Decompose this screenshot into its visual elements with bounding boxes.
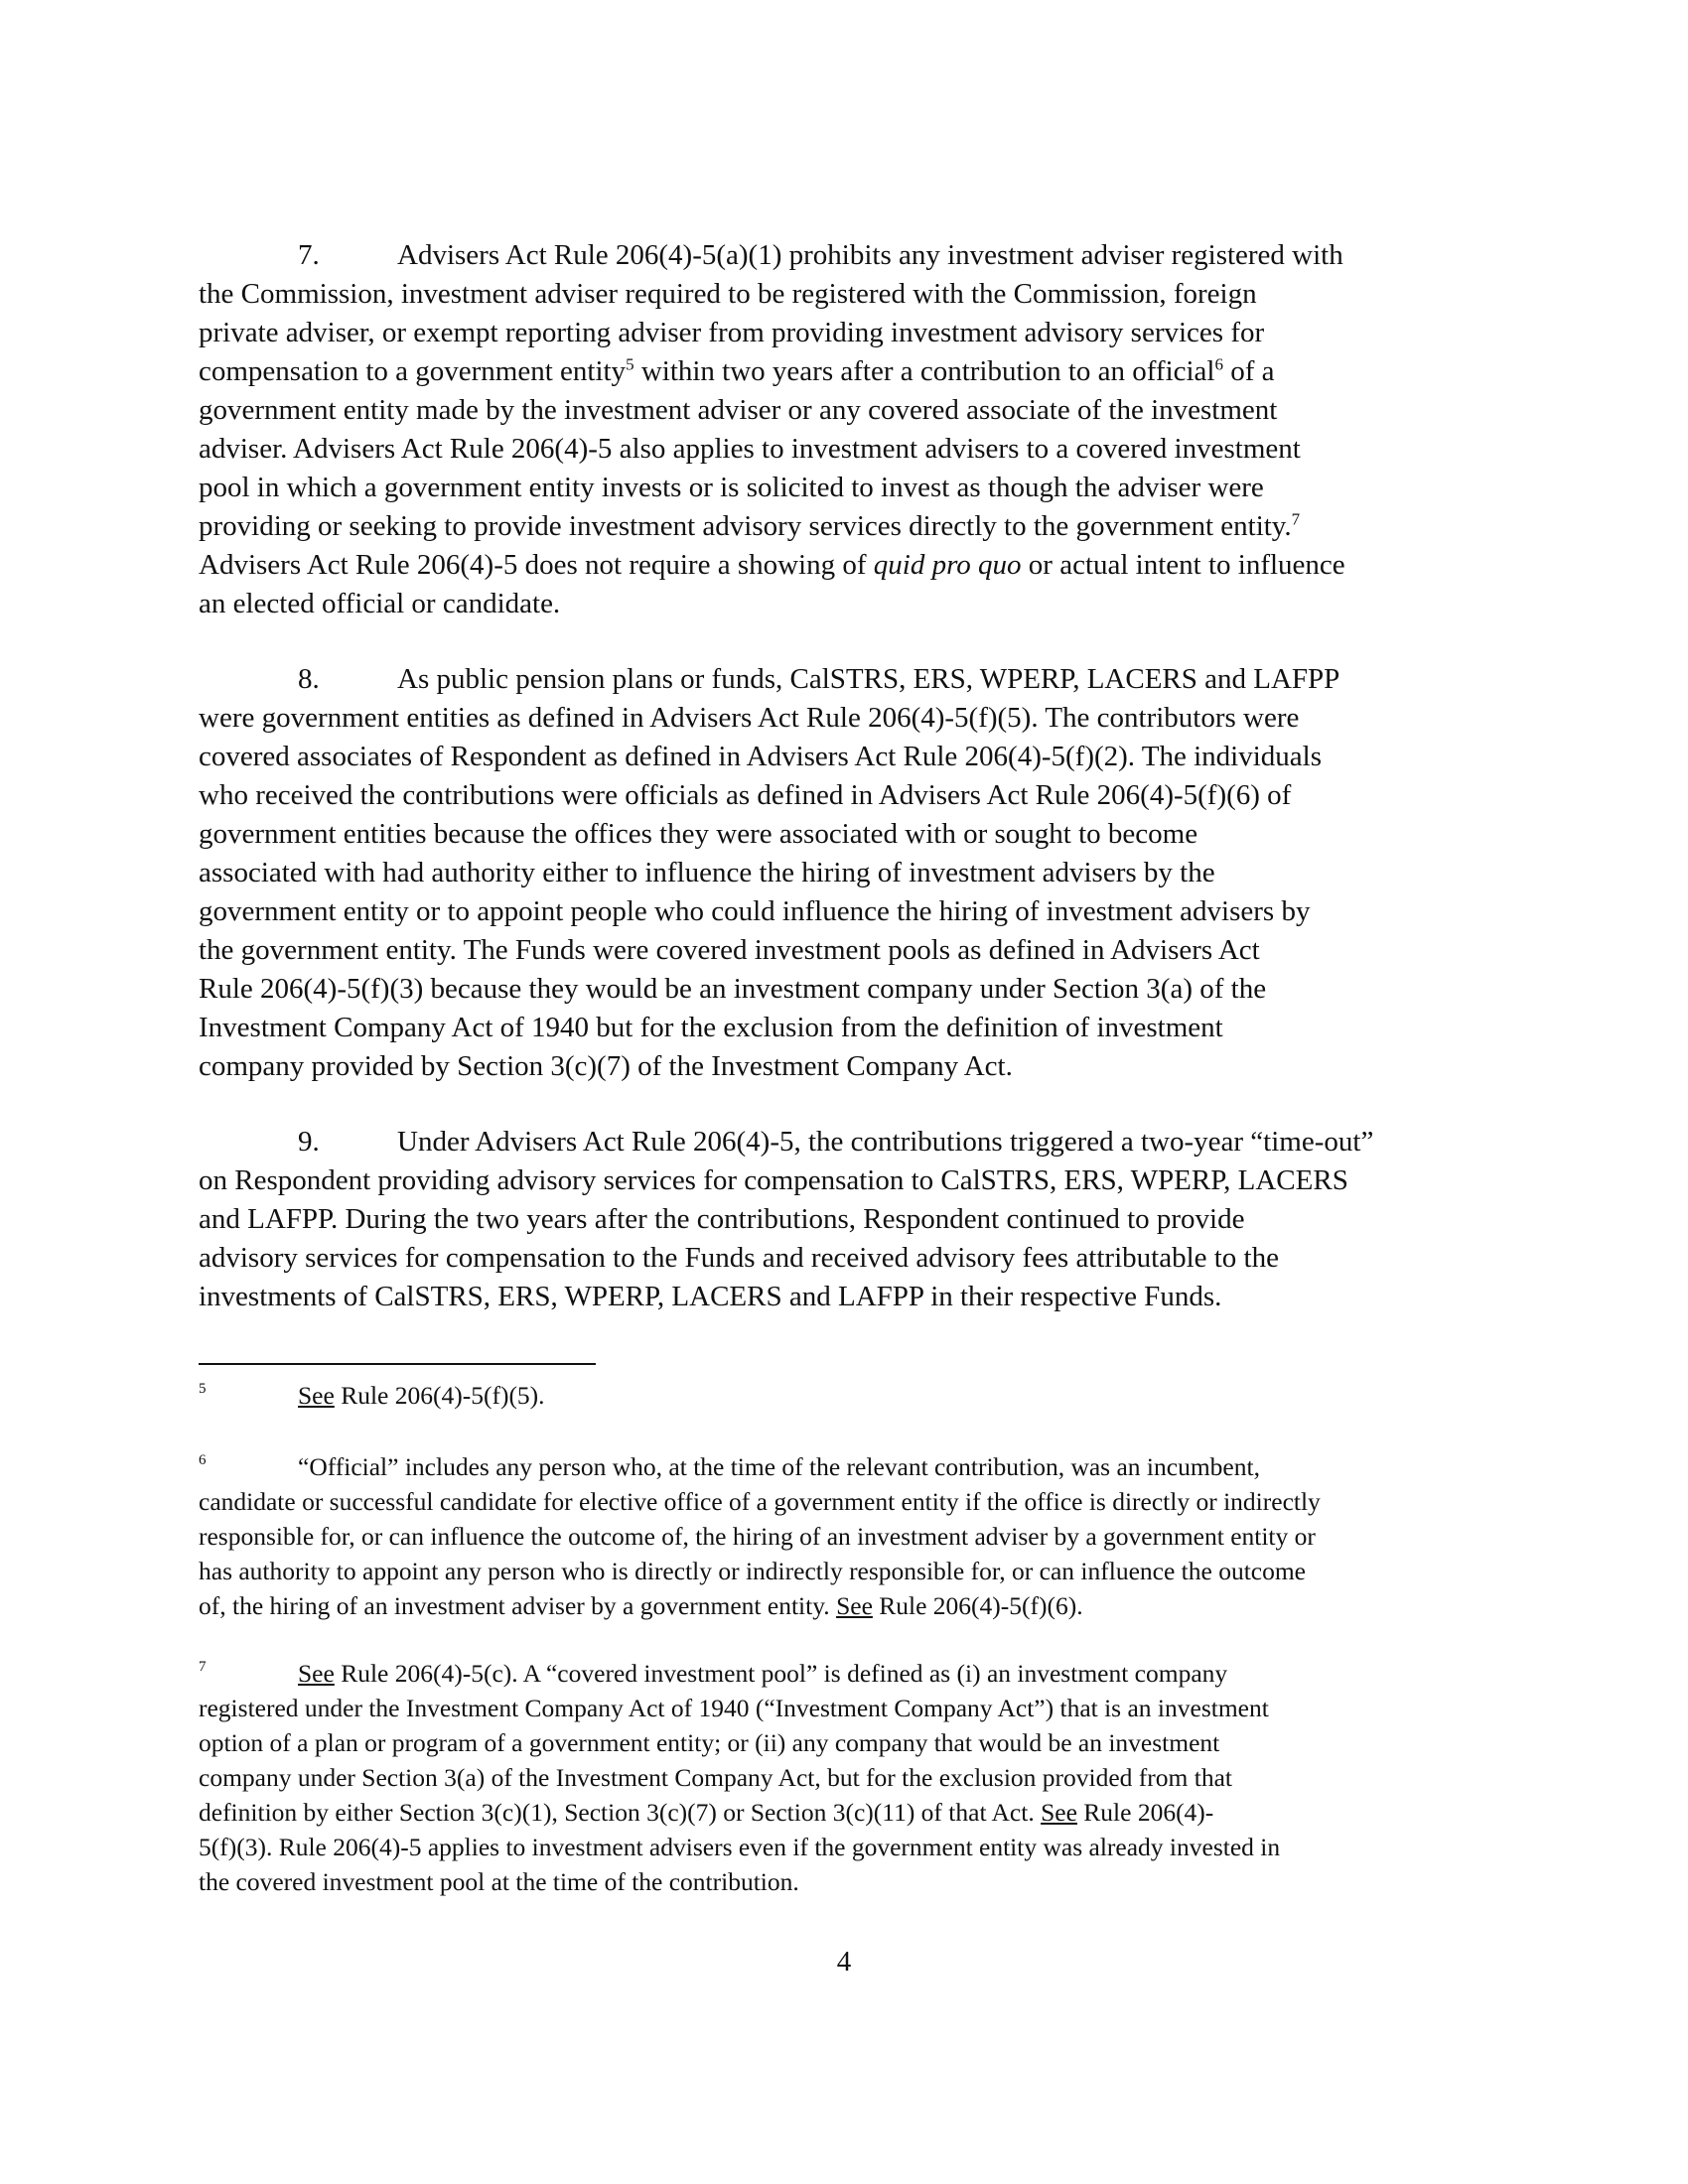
paragraph-line: and LAFPP. During the two years after the contributions, Respondent continued to provide bbox=[199, 1203, 1245, 1235]
paragraph-line: were government entities as defined in Advisers Act Rule 206(4)-5(f)(5). The contributors were bbox=[199, 702, 1300, 734]
footnote-mark: 5 bbox=[199, 1381, 207, 1397]
paragraph-9 bbox=[199, 1123, 1509, 1316]
footnote-ref-6[interactable]: 6 bbox=[1214, 354, 1223, 374]
footnote-separator bbox=[199, 1363, 596, 1365]
footnote-line: the covered investment pool at the time of the contribution. bbox=[199, 1867, 799, 1896]
paragraph-line: covered associates of Respondent as defined in Advisers Act Rule 206(4)-5(f)(2). The individuals bbox=[199, 741, 1322, 772]
paragraph-line: government entities because the offices they were associated with or sought to become bbox=[199, 818, 1198, 850]
footnote-5 bbox=[199, 1378, 1519, 1413]
paragraph-line: the government entity. The Funds were covered investment pools as defined in Advisers Act bbox=[199, 934, 1260, 966]
footnote-ref-5[interactable]: 5 bbox=[626, 354, 634, 374]
see-signal: See bbox=[836, 1591, 873, 1620]
paragraph-line: private adviser, or exempt reporting adviser from providing investment advisory services for bbox=[199, 317, 1265, 348]
paragraph-line: who received the contributions were officials as defined in Advisers Act Rule 206(4)-5(f)(6) of bbox=[199, 779, 1292, 811]
paragraph-number: 8. bbox=[298, 663, 320, 695]
paragraph-line: the Commission, investment adviser required to be registered with the Commission, foreign bbox=[199, 278, 1257, 310]
footnote-line: candidate or successful candidate for elective office of a government entity if the office is directly or indirectly bbox=[199, 1487, 1321, 1516]
see-signal: See bbox=[298, 1381, 335, 1410]
footnote-line: 5(f)(3). Rule 206(4)-5 applies to investment advisers even if the government entity was already invested in bbox=[199, 1833, 1281, 1861]
paragraph-number: 9. bbox=[298, 1126, 320, 1158]
paragraph-line: 7. Advisers Act Rule 206(4)-5(a)(1) prohibits any investment adviser registered with bbox=[199, 236, 1509, 275]
footnote-line: responsible for, or can influence the outcome of, the hiring of an investment adviser by a government entity or bbox=[199, 1522, 1316, 1551]
paragraph-line: associated with had authority either to influence the hiring of investment advisers by the bbox=[199, 857, 1215, 888]
paragraph-line: investments of CalSTRS, ERS, WPERP, LACERS and LAFPP in their respective Funds. bbox=[199, 1281, 1222, 1312]
footnote-ref-7[interactable]: 7 bbox=[1291, 509, 1301, 529]
footnote-line: registered under the Investment Company Act of 1940 (“Investment Company Act”) that is an investment bbox=[199, 1694, 1269, 1722]
footnote-mark: 6 bbox=[199, 1452, 207, 1468]
paragraph-line: Rule 206(4)-5(f)(3) because they would be an investment company under Section 3(a) of the bbox=[199, 973, 1267, 1005]
paragraph-line: company provided by Section 3(c)(7) of the Investment Company Act. bbox=[199, 1050, 1013, 1082]
paragraph-line: 9. Under Advisers Act Rule 206(4)-5, the contributions triggered a two-year “time-out” bbox=[199, 1123, 1509, 1161]
page-number: 4 bbox=[836, 1946, 852, 1978]
footnote-line: company under Section 3(a) of the Investment Company Act, but for the exclusion provided from that bbox=[199, 1763, 1232, 1792]
footnote-line: definition by either Section 3(c)(1), Section 3(c)(7) or Section 3(c)(11) of that Act. See Rule 206(4)- bbox=[199, 1798, 1214, 1827]
footnote-6 bbox=[199, 1449, 1519, 1623]
paragraph-line: pool in which a government entity invests or is solicited to invest as though the adviser were bbox=[199, 472, 1264, 503]
footnote-line: 5 See Rule 206(4)-5(f)(5). bbox=[199, 1378, 1519, 1413]
footnote-line: option of a plan or program of a government entity; or (ii) any company that would be an investment bbox=[199, 1728, 1220, 1757]
footnote-line: 6 “Official” includes any person who, at the time of the relevant contribution, was an incumbent, bbox=[199, 1449, 1519, 1484]
italic-term: quid pro quo bbox=[873, 549, 1022, 581]
paragraph-line: an elected official or candidate. bbox=[199, 588, 561, 619]
paragraph-line: compensation to a government entity$^5$ within two years after a contribution to an official$^6$ of a bbox=[199, 354, 1275, 387]
paragraph-line: Investment Company Act of 1940 but for the exclusion from the definition of investment bbox=[199, 1012, 1223, 1043]
paragraph-7 bbox=[199, 236, 1509, 623]
paragraph-number: 7. bbox=[298, 239, 320, 271]
paragraph-line: Advisers Act Rule 206(4)-5 does not require a showing of quid pro quo or actual intent to influence bbox=[199, 549, 1345, 581]
footnote-line: of, the hiring of an investment adviser by a government entity. See Rule 206(4)-5(f)(6). bbox=[199, 1591, 1083, 1620]
paragraph-line: 8. As public pension plans or funds, CalSTRS, ERS, WPERP, LACERS and LAFPP bbox=[199, 660, 1509, 699]
see-signal: See bbox=[298, 1659, 335, 1688]
paragraph-line: government entity or to appoint people who could influence the hiring of investment advisers by bbox=[199, 895, 1311, 927]
paragraph-line: providing or seeking to provide investment advisory services directly to the government entity.$^7$ bbox=[199, 509, 1301, 542]
paragraph-line: advisory services for compensation to the Funds and received advisory fees attributable to the bbox=[199, 1242, 1279, 1274]
paragraph-line: on Respondent providing advisory services for compensation to CalSTRS, ERS, WPERP, LACERS bbox=[199, 1164, 1348, 1196]
see-signal: See bbox=[1041, 1798, 1077, 1827]
footnote-7 bbox=[199, 1656, 1519, 1899]
paragraph-8 bbox=[199, 660, 1509, 1086]
footnote-line: has authority to appoint any person who is directly or indirectly responsible for, or can influence the outcome bbox=[199, 1557, 1307, 1585]
footnote-mark: 7 bbox=[199, 1659, 207, 1675]
paragraph-line: government entity made by the investment adviser or any covered associate of the investment bbox=[199, 394, 1278, 426]
footnote-line: 7 See Rule 206(4)-5(c). A “covered investment pool” is defined as (i) an investment company bbox=[199, 1656, 1519, 1691]
paragraph-line: adviser. Advisers Act Rule 206(4)-5 also applies to investment advisers to a covered investment bbox=[199, 433, 1301, 465]
